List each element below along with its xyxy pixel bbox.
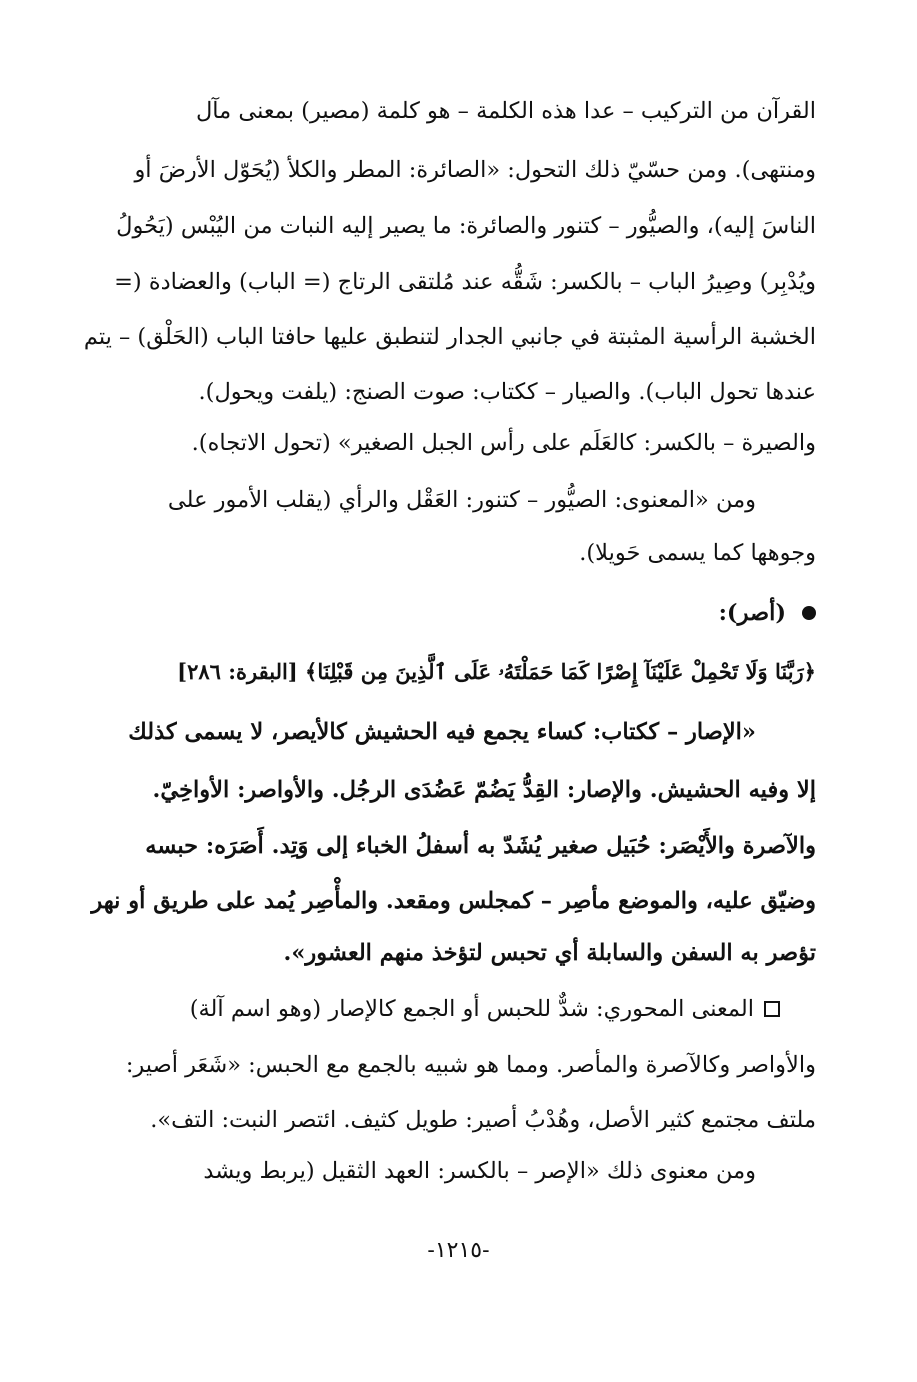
page-number: -١٢١٥-: [427, 1238, 490, 1263]
bullet-icon: [802, 606, 816, 620]
text-line: ويُدْبِر) وصِيرُ الباب – بالكسر: شَقُّه عند مُلتقى الرتاج (= الباب) والعضادة (=: [114, 268, 816, 295]
text-line: والآصرة والأَيْصَر: حُبَيل صغير يُشَدّ به أسفلُ الخباء إلى وَتِد. أَصَرَه: حبسه: [145, 832, 816, 859]
text-line: ومنتهى). ومن حسّيّ ذلك التحول: «الصائرة: المطر والكلأ (يُحَوّل الأرضَ أو: [134, 156, 816, 183]
square-box-icon: [764, 1001, 780, 1017]
text-line: القرآن من التركيب – عدا هذه الكلمة – هو كلمة (مصير) بمعنى مآل: [195, 97, 816, 124]
text-line: الناسَ إليه)، والصيُّور – كتنور والصائرة: ما يصير إليه النبات من اليُبْس (يَحُولُ: [116, 212, 816, 239]
text-line: ومن معنوى ذلك «الإصر – بالكسر: العهد الثقيل (يربط ويشد: [203, 1157, 756, 1184]
text-line: الخشبة الرأسية المثبتة في جانبي الجدار لتنطبق عليها حافتا الباب (الحَلْق) – يتم: [83, 323, 816, 350]
section-heading-text: (أصر):: [718, 599, 786, 626]
text-line: وضيّق عليه، والموضع مأصِر – كمجلس ومقعد. والمأْصِر يُمد على طريق أو نهر: [91, 887, 816, 914]
text-line: عندها تحول الباب). والصيار – ككتاب: صوت الصنج: (يلفت ويحول).: [198, 378, 816, 405]
quran-verse: ﴿رَبَّنَا وَلَا تَحْمِلْ عَلَيْنَآ إِصْرًا كَمَا حَمَلْتَهُۥ عَلَى ٱلَّذِينَ مِن قَبْلِنَا﴾ [البقرة: ٢٨٦]: [177, 659, 816, 685]
text-line: «الإصار – ككتاب: كساء يجمع فيه الحشيش كالأيصر، لا يسمى كذلك: [128, 718, 756, 745]
text-line: والصيرة – بالكسر: كالعَلَم على رأس الجبل الصغير» (تحول الاتجاه).: [191, 429, 816, 456]
text-line: وجوهها كما يسمى حَويلا).: [579, 539, 816, 566]
text-line: ومن «المعنوى: الصيُّور – كتنور: العَقْل والرأي (يقلب الأمور على: [167, 486, 756, 513]
section-heading: [104, 593, 816, 633]
text-line: والأواصر وكالآصرة والمأصر. ومما هو شبيه بالجمع مع الحبس: «شَعَر أصير:: [125, 1051, 816, 1078]
text-line: تؤصر به السفن والسابلة أي تحبس لتؤخذ منهم العشور».: [283, 939, 816, 966]
text-line: ملتف مجتمع كثير الأصل، وهُدْبُ أصير: طويل كثيف. ائتصر النبت: التف».: [150, 1106, 816, 1133]
text-line: إلا وفيه الحشيش. والإصار: القِدُّ يَضُمّ عَضُدَى الرجُل. والأواصر: الأواخِيّ.: [152, 776, 816, 803]
core-meaning-line: [104, 989, 816, 1029]
core-meaning-text: المعنى المحوري: شدٌّ للحبس أو الجمع كالإصار (وهو اسم آلة): [189, 995, 754, 1022]
